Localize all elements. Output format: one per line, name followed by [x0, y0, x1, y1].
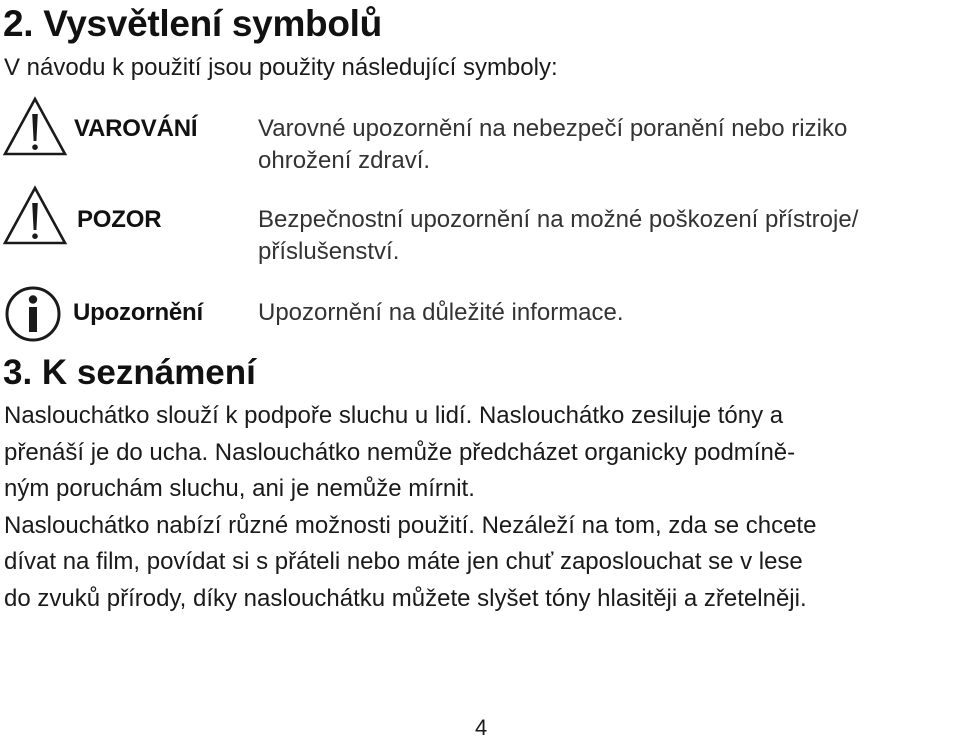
paragraph-line: přenáší je do ucha. Naslouchátko nemůže předcházet organicky podmíně-: [4, 438, 796, 466]
paragraph-line: ným poruchám sluchu, ani je nemůže mírnit.: [4, 475, 475, 503]
symbol-label-caution: POZOR: [77, 206, 162, 233]
symbol-description-notice: [258, 297, 958, 329]
symbol-row-caution: [0, 184, 960, 265]
section-2-intro: V návodu k použití jsou použity následující symboly:: [4, 54, 558, 81]
paragraph-line: dívat na film, povídat si s přáteli nebo máte jen chuť zaposlouchat se v lese: [4, 548, 803, 576]
description-line: Varovné upozornění na nebezpečí poranění nebo riziko: [258, 115, 848, 142]
symbol-description-caution: [258, 204, 958, 268]
description-line: příslušenství.: [258, 238, 400, 265]
info-icon: [4, 285, 62, 343]
warning-triangle-icon: [2, 184, 68, 246]
page-number: 4: [475, 715, 488, 740]
symbol-row-notice: [0, 285, 960, 341]
section-3-title: 3. K seznámení: [3, 353, 256, 392]
symbol-label-warning: VAROVÁNÍ: [74, 115, 198, 142]
symbol-row-warning: [0, 95, 960, 174]
section-2-title: 2. Vysvětlení symbolů: [3, 3, 382, 44]
description-line: Upozornění na důležité informace.: [258, 299, 624, 326]
paragraph-line: Naslouchátko slouží k podpoře sluchu u lidí. Naslouchátko zesiluje tóny a: [4, 402, 784, 429]
paragraph-line: Naslouchátko nabízí různé možnosti použití. Nezáleží na tom, zda se chcete: [4, 511, 817, 539]
description-line: ohrožení zdraví.: [258, 147, 431, 174]
warning-triangle-icon: [2, 95, 68, 157]
section-3-paragraph: [4, 398, 816, 618]
paragraph-line: do zvuků přírody, díky naslouchátku můžete slyšet tóny hlasitěji a zřetelněji.: [4, 584, 807, 612]
description-line: Bezpečnostní upozornění na možné poškození přístroje/: [258, 206, 859, 233]
symbol-description-warning: [258, 113, 958, 177]
symbol-label-notice: Upozornění: [73, 299, 203, 326]
